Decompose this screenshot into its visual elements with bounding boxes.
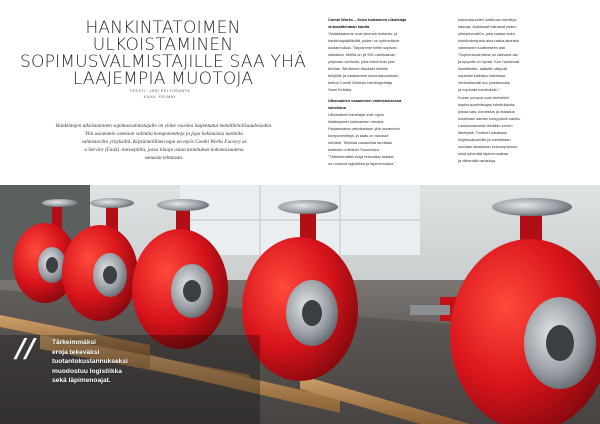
pull-quote-line: sekä läpimenoajat.	[52, 377, 111, 385]
body-line: kustannuksia. Tarjoamme heille sopivan	[328, 45, 397, 51]
lead-line: samasta tehtaasta.	[144, 155, 184, 161]
pull-quote-line: Tärkeimmäksi	[52, 339, 96, 346]
quote-mark: //	[16, 334, 35, 364]
body-line: toimitusketjusta aina raaka-aineista	[458, 38, 519, 44]
pull-quote-line: eroja tekeväksi	[52, 348, 100, 356]
body-line: joissa valu, koneistus ja maalaus	[458, 108, 515, 114]
subheading-line: vahvistuu	[328, 104, 347, 110]
body-line: sopimusvalmistajan toimituksista,	[458, 101, 516, 107]
body-line: lisääntyneet kotimaisten rinnalla.	[328, 118, 385, 124]
body-line: tekijöille ja vastaamme kokonaisuudesta”,	[328, 73, 400, 79]
body-line: kasvaa. Asiakkaat haluavat yhden	[458, 24, 517, 30]
body-paragraph	[458, 16, 584, 164]
body-line: lähetystä. Tuotteet pakataan	[458, 129, 507, 135]
body-line: yhteyshenkilön, joka vastaa koko	[458, 31, 515, 37]
pull-quote-line: muodostuu logistiikka	[52, 367, 122, 375]
lead-line: valmistavilta yrityksiltä. Käytännöllinen tapa on myös Combi Works Factory as	[81, 139, 247, 145]
body-paragraph	[328, 30, 444, 93]
body-line: suoraan asiakkaan kokoonpanoon,	[458, 143, 519, 149]
body-line: tehdas. Siirrämme tilaukset oikeille	[328, 66, 388, 72]
body-line: nopeasti kaikissa vaiheissa.	[458, 73, 507, 79]
subheading-line: virtuaalitehtaan kautta	[328, 24, 370, 30]
body-line: ”Asiakkaamme ovat yleensä tuotanto- ja	[328, 31, 398, 37]
pump-photo-illustration	[0, 185, 600, 424]
lead-line: Yhä useammin ostetaan valmiita komponentteja ja jopa kokonaisia tuotteita	[85, 131, 243, 137]
title-line: SOPIMUSVALMISTAJILLE SAA YHÄ	[20, 52, 306, 72]
body-line: ”Sopimusvalmistus on kasvava ala	[458, 52, 518, 58]
body-line: ja kysyntä on hyvää. Kun hankinnat	[458, 59, 520, 65]
body-line: mikä lyhentää läpimenoaikaa	[458, 150, 509, 156]
subheading	[328, 97, 444, 111]
byline-text: TEKSTI: JARI PELTORANTA	[129, 89, 191, 93]
pull-quote-text	[52, 338, 182, 386]
pump-photo	[0, 185, 600, 424]
body-line: kuljetusalustoille ja toimitetaan	[458, 136, 511, 142]
body-line: Ulkomaiset toimittajat ovat myös	[328, 111, 384, 117]
body-paragraph	[328, 111, 444, 167]
byline	[60, 88, 260, 100]
body-line: hankintapäälliköitä, joiden on optimoitava	[328, 38, 399, 44]
body-line: Laadunvalvonta tehdään ennen	[458, 122, 513, 128]
body-line: keskitetään, säästöt näkyvät	[458, 66, 507, 72]
body-line: kertoo Combi Worksin toimitusjohtaja	[328, 80, 393, 86]
body-line: ja vähentää varastoja.	[458, 157, 497, 163]
body-line: komponentteja, ja laatu on noussut	[328, 132, 389, 138]
lead-line: a Service (FaaS) -konseptilla, jossa tilaaja ostaa toimitukset kokonaisuutena	[84, 147, 244, 153]
title-line: HANKINTATOIMEN ULKOISTAMINEN	[85, 18, 241, 55]
body-line: ratkaisun. Meillä on yli 500 valmistavan	[328, 52, 396, 58]
body-line: hoidetaan saman kumppanin kautta.	[458, 115, 521, 121]
pull-quote-line: tuotantokustannukseksi	[52, 358, 128, 366]
body-line: valmiiseen tuotteeseen asti.	[458, 45, 507, 51]
body-column-right	[458, 16, 584, 164]
body-line: Sami Kohtala.	[328, 87, 353, 93]
body-line: ”Tärkeimmäksi eroja tekeväksi asiaksi	[328, 153, 394, 159]
body-line: kuitenkin edelleen Suomessa.	[328, 146, 380, 152]
subheading-line: Ulkomainen osaaminen valmistuksessa	[328, 97, 402, 103]
article-title	[18, 20, 308, 88]
byline-photo: KUVA: FELMAY	[143, 95, 177, 99]
body-line: Halpamaissa valmistetaan yhä useammin	[328, 125, 400, 131]
body-line: on noussut logistiikka ja läpimenoaika.”	[328, 160, 396, 166]
lead-paragraph	[44, 122, 284, 162]
body-line: ja nopeutta toimituksiin.”	[458, 87, 500, 93]
body-line: Kuvan pumput ovat esimerkki	[458, 94, 510, 100]
title-line: LAAJEMPIA MUOTOJA	[72, 69, 254, 89]
body-column-middle	[328, 16, 444, 167]
body-line: kokonaisuuden hallinnan merkitys	[458, 17, 517, 22]
lead-line: Hankintojen ulkoistaminen sopimusvalmistajalle on viime vuosina laajentunut metallitelollisuudessakin.	[55, 123, 273, 129]
body-line: yrityksen verkosto, joka toimii kuin yksi	[328, 59, 395, 65]
subheading	[328, 16, 444, 30]
body-line: selvästi. Teknistä osaamista tarvitaan	[328, 139, 393, 145]
body-line: Verkostomalli tuo joustavuutta	[458, 80, 510, 86]
subheading-line: Combi Works – Koko tuotannon ulkoistaja	[328, 17, 407, 22]
